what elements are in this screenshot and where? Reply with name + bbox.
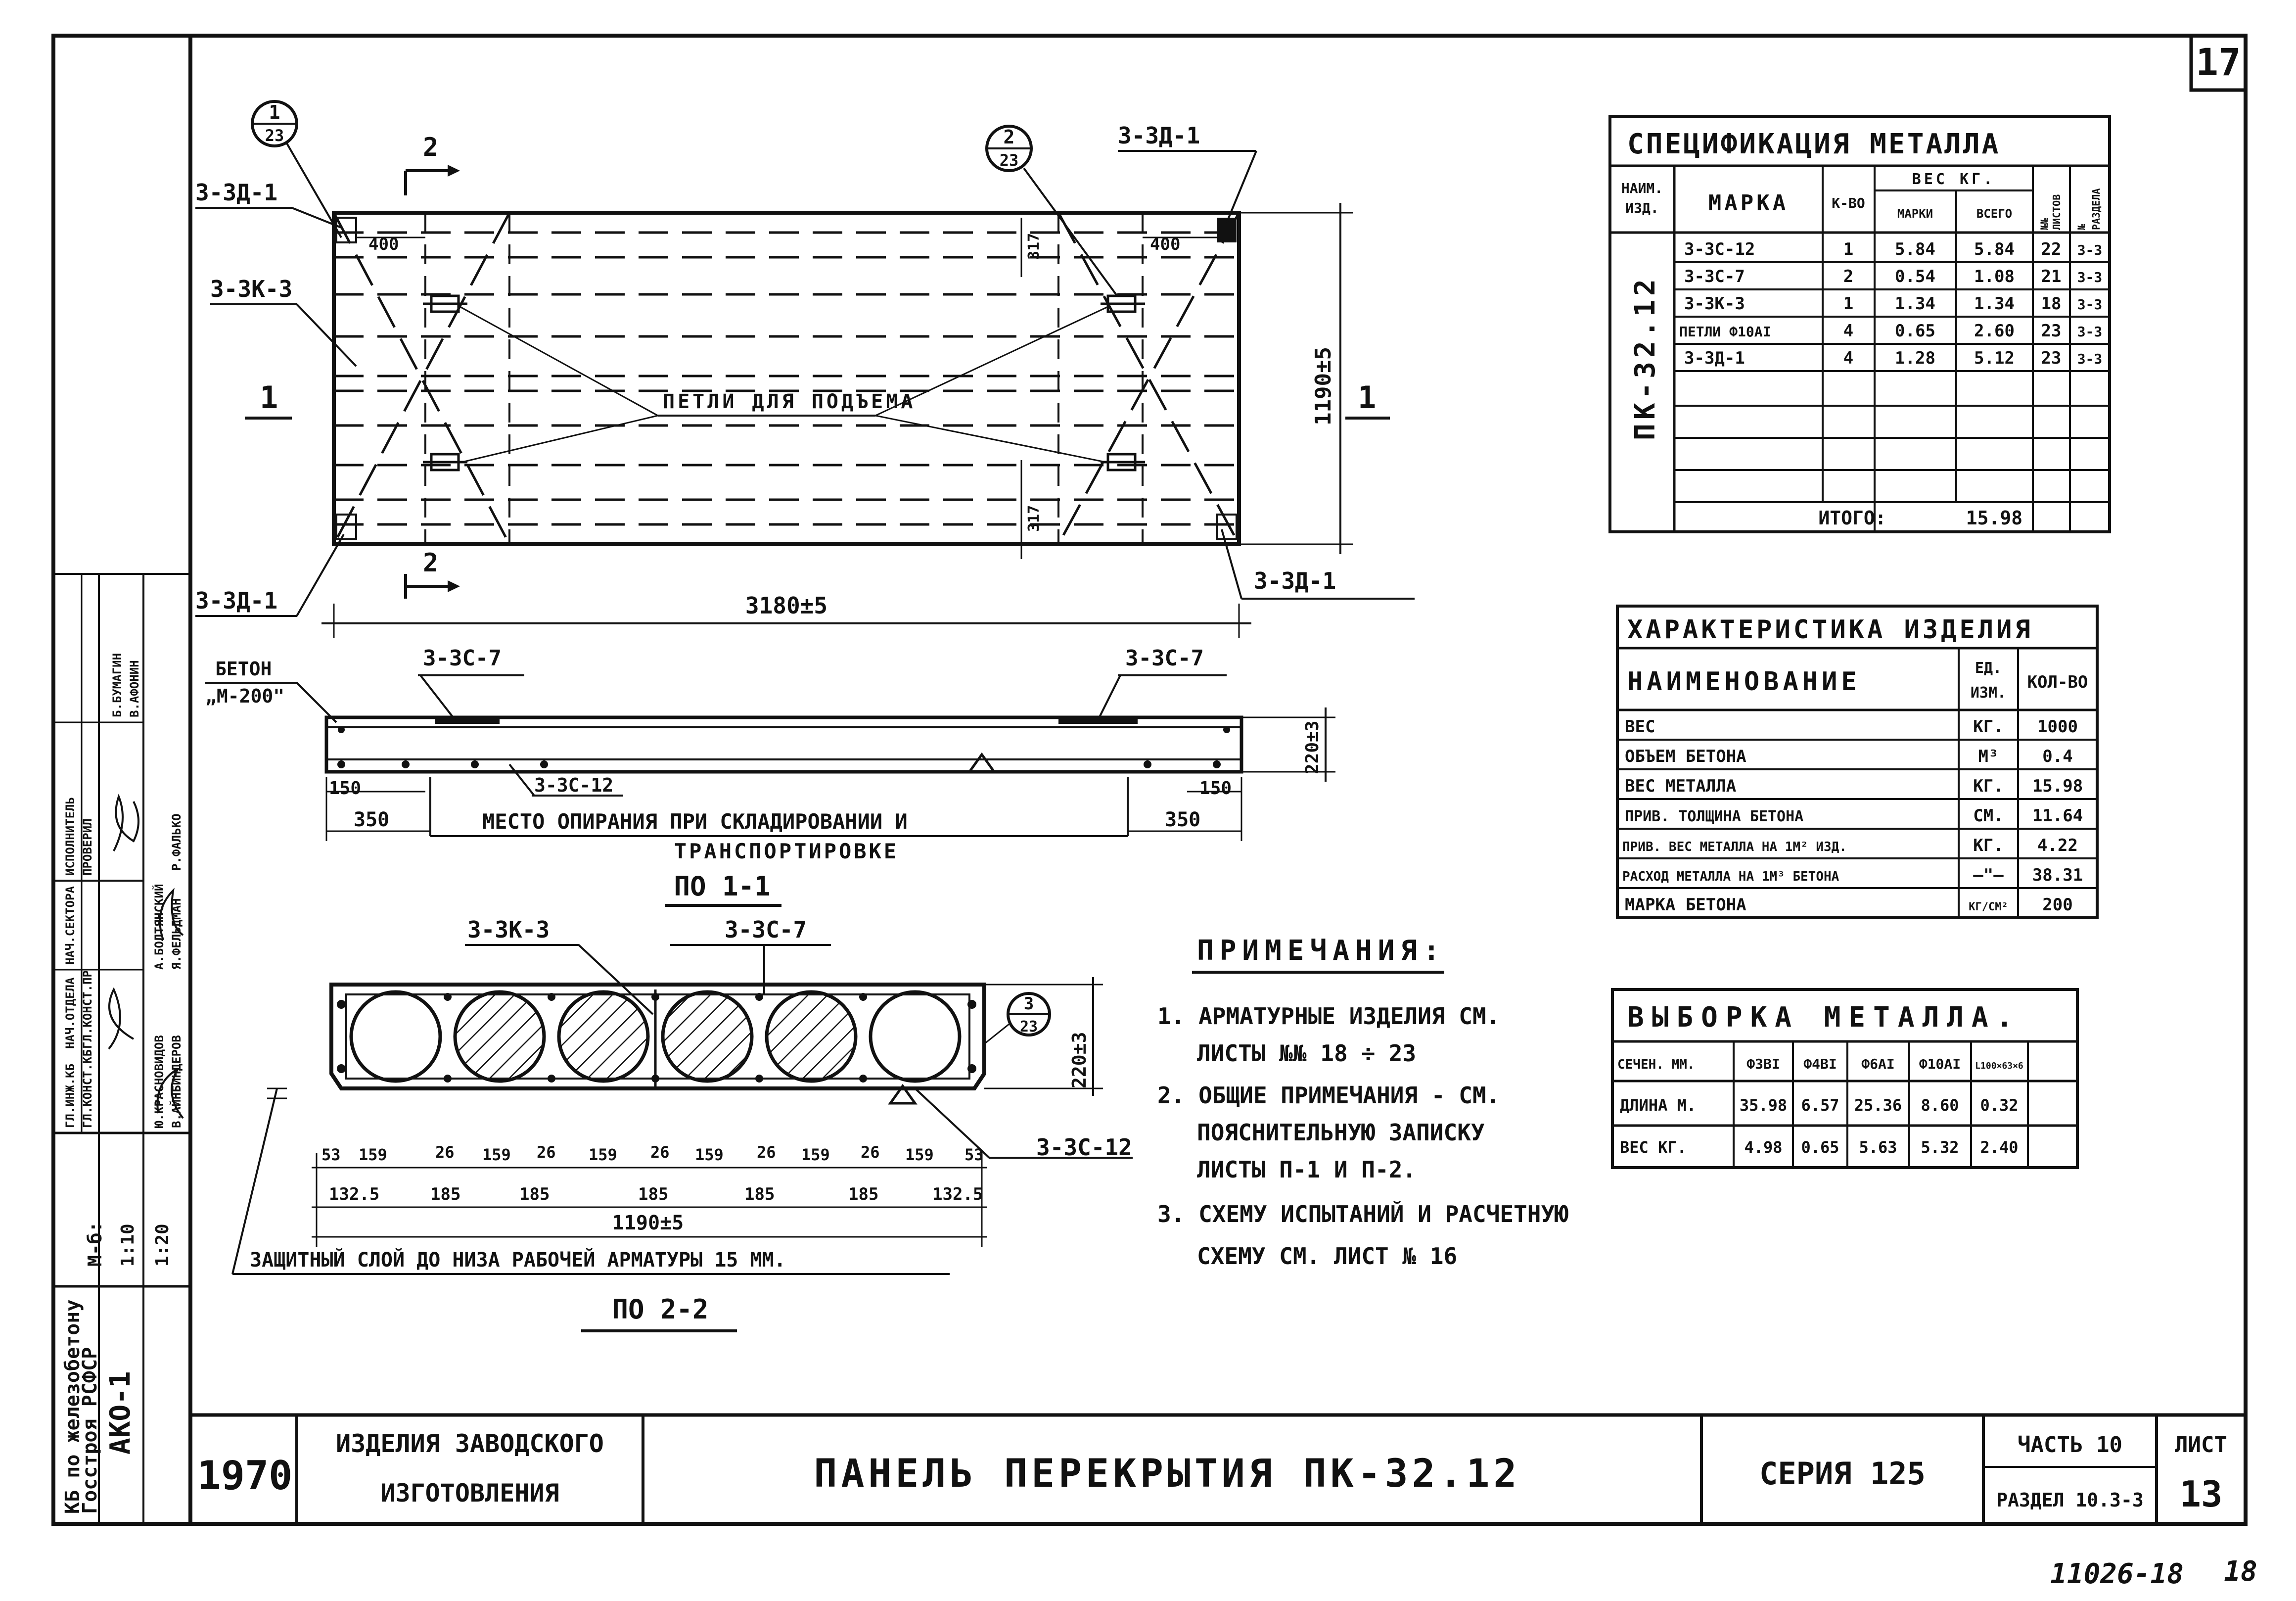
caption-section-2-2: ПО 2-2 xyxy=(612,1294,709,1325)
void-4 xyxy=(663,992,752,1081)
stamp-name-0: А.БОЛТЯНСКИЙ xyxy=(152,884,166,970)
spec-row1-wtotal: 1.08 xyxy=(1974,267,2015,286)
callout-3-top: 3 xyxy=(1023,994,1034,1014)
spec-h-sheet-1: №№ xyxy=(2038,218,2050,230)
char-row3-name: ПРИВ. ТОЛЩИНА БЕТОНА xyxy=(1625,808,1804,825)
spec-h-w-total: ВСЕГО xyxy=(1976,207,2013,221)
dim-317-top: 317 xyxy=(1025,233,1043,260)
sel-h-2: Ф4ВI xyxy=(1803,1056,1837,1072)
sel-row1-label: ВЕС КГ. xyxy=(1620,1138,1687,1157)
section2-mark-bottom: 2 xyxy=(423,548,439,578)
void-1 xyxy=(351,992,440,1081)
footer-code: 11026-18 xyxy=(2050,1558,2184,1590)
spec-row2-album: 3-3 xyxy=(2077,296,2103,313)
dim-top-3: 159 xyxy=(482,1145,511,1164)
spec-row2-qty: 1 xyxy=(1843,294,1854,314)
spec-row0-wtotal: 5.84 xyxy=(1974,239,2015,259)
dim-mid-4: 185 xyxy=(744,1184,775,1204)
spec-row2-mark: 3-3К-3 xyxy=(1684,294,1745,314)
dim-317-bottom: 317 xyxy=(1025,505,1043,532)
callout-2-top: 2 xyxy=(1003,126,1015,148)
void-5 xyxy=(767,992,856,1081)
sheet-number: 17 xyxy=(2196,40,2241,84)
stamp-org-line2: Госстроя РСФСР xyxy=(79,1347,101,1514)
char-h-unit-2: ИЗМ. xyxy=(1970,684,2007,702)
char-row5-name: РАСХОД МЕТАЛЛА НА 1М³ БЕТОНА xyxy=(1622,869,1839,884)
section22-outline xyxy=(331,985,984,1088)
spec-h-name-1: НАИМ. xyxy=(1621,180,1663,196)
protective-layer-note: ЗАЩИТНЫЙ СЛОЙ ДО НИЗА РАБОЧЕЙ АРМАТУРЫ 15 ММ. xyxy=(250,1249,786,1271)
dim-total-section22: 1190±5 xyxy=(612,1212,684,1234)
dim-mid-2: 185 xyxy=(519,1184,550,1204)
sel-row0-v3: 8.60 xyxy=(1921,1096,1959,1115)
spec-row4-wmark: 1.28 xyxy=(1895,348,1935,368)
spec-row0-wmark: 5.84 xyxy=(1895,239,1935,259)
callout-3-bottom: 23 xyxy=(1019,1018,1038,1036)
char-row2-name: ВЕС МЕТАЛЛА xyxy=(1625,776,1737,796)
dim-width: 1190±5 xyxy=(1311,347,1336,425)
dim-mid-3: 185 xyxy=(638,1184,669,1204)
stamp-role-3: ГЛ.КОНСТ.ПР xyxy=(81,970,94,1049)
dim-350-left: 350 xyxy=(354,808,390,831)
spec-row0-album: 3-3 xyxy=(2077,242,2103,258)
void-3 xyxy=(559,992,648,1081)
dim-top-6: 26 xyxy=(650,1143,670,1162)
dim-top-8: 26 xyxy=(757,1143,776,1162)
spec-row1-album: 3-3 xyxy=(2077,269,2103,285)
note-1a: 1. АРМАТУРНЫЕ ИЗДЕЛИЯ СМ. xyxy=(1157,1003,1500,1030)
sel-h-5: L100×63×6 xyxy=(1975,1061,2023,1071)
title-sheet-label: ЛИСТ xyxy=(2175,1432,2227,1458)
char-h-qty: КОЛ-ВО xyxy=(2027,672,2088,692)
label-zc12-section11: 3-3С-12 xyxy=(534,774,614,796)
stamp-org-line1: КБ по железобетону xyxy=(61,1299,84,1514)
char-row6-name: МАРКА БЕТОНА xyxy=(1625,895,1746,915)
stamp-name-4: Р.ФАЛЬКО xyxy=(170,813,184,871)
stamp-scale-label: М-б: xyxy=(84,1221,106,1267)
title-year: 1970 xyxy=(197,1453,293,1499)
dim-mid-6: 132.5 xyxy=(932,1184,983,1204)
callout-2-bottom: 23 xyxy=(999,151,1019,170)
loops-label: ПЕТЛИ ДЛЯ ПОДЪЕМА xyxy=(663,390,916,413)
label-zc12-section22: 3-3С-12 xyxy=(1036,1134,1132,1161)
spec-row0-qty: 1 xyxy=(1843,239,1854,259)
dim-top-5: 159 xyxy=(589,1145,617,1164)
section-1-1 xyxy=(205,646,1335,905)
section2-mark-top: 2 xyxy=(423,133,439,162)
dim-top-12: 53 xyxy=(964,1145,984,1164)
char-row4-qty: 4.22 xyxy=(2037,836,2078,855)
stamp-scale2: 1:20 xyxy=(152,1224,173,1267)
spec-h-album-1: № xyxy=(2075,224,2087,230)
void-6 xyxy=(871,992,960,1081)
dim-height-section11: 220±3 xyxy=(1302,720,1323,774)
label-zc7-section22: 3-3С-7 xyxy=(725,916,807,943)
spec-total-value: 15.98 xyxy=(1966,507,2023,529)
spec-row1-sheet: 21 xyxy=(2041,267,2062,286)
char-row3-unit: СМ. xyxy=(1973,806,2004,826)
label-zk3: 3-3К-3 xyxy=(210,276,293,302)
spec-h-w-mark: МАРКИ xyxy=(1897,207,1933,221)
char-title: ХАРАКТЕРИСТИКА ИЗДЕЛИЯ xyxy=(1627,615,2033,645)
spec-total-label: ИТОГО: xyxy=(1818,507,1886,529)
stamp-name-2: Ю.КРАСНОВИДОВ xyxy=(152,1035,166,1128)
notes xyxy=(1157,935,1568,1270)
dim-mid-0: 132.5 xyxy=(329,1184,380,1204)
dim-400-left: 400 xyxy=(368,235,399,254)
note-3a: 3. СХЕМУ ИСПЫТАНИЙ И РАСЧЕТНУЮ xyxy=(1157,1201,1568,1227)
sel-row1-v4: 2.40 xyxy=(1980,1138,2019,1157)
stamp-role-6: ПРОВЕРИЛ xyxy=(81,818,94,876)
char-row1-qty: 0.4 xyxy=(2042,747,2073,766)
sel-row0-v1: 6.57 xyxy=(1801,1096,1839,1115)
callout-1-bottom: 23 xyxy=(265,126,284,145)
label-zc7-left: 3-3С-7 xyxy=(423,646,502,671)
char-row4-name: ПРИВ. ВЕС МЕТАЛЛА НА 1М² ИЗД. xyxy=(1622,840,1847,854)
dim-mid-1: 185 xyxy=(430,1184,461,1204)
char-row6-qty: 200 xyxy=(2042,895,2073,915)
dim-height-section22: 220±3 xyxy=(1068,1032,1090,1088)
char-row5-unit: —"— xyxy=(1973,865,2004,885)
sel-row0-v4: 0.32 xyxy=(1980,1096,2019,1115)
note-2b: ПОЯСНИТЕЛЬНУЮ ЗАПИСКУ xyxy=(1197,1119,1485,1146)
spec-row2-sheet: 18 xyxy=(2041,294,2062,314)
spec-title: СПЕЦИФИКАЦИЯ МЕТАЛЛА xyxy=(1627,128,2001,160)
spec-row3-album: 3-3 xyxy=(2077,324,2103,340)
dim-length: 3180±5 xyxy=(745,592,828,619)
signature-3 xyxy=(109,989,134,1049)
char-h-unit-1: ЕД. xyxy=(1975,659,2002,677)
note-2c: ЛИСТЫ П-1 И П-2. xyxy=(1197,1156,1417,1183)
dim-400-right: 400 xyxy=(1150,235,1181,254)
dim-top-9: 159 xyxy=(801,1145,830,1164)
dim-top-11: 159 xyxy=(905,1145,934,1164)
title-section: РАЗДЕЛ 10.3-3 xyxy=(1996,1489,2144,1511)
spec-table xyxy=(1610,116,2110,532)
sel-h-0: СЕЧЕН. ММ. xyxy=(1617,1057,1695,1072)
title-sheet-value: 13 xyxy=(2179,1473,2223,1515)
title-series: СЕРИЯ 125 xyxy=(1759,1456,1926,1492)
spec-row4-album: 3-3 xyxy=(2077,351,2103,367)
stamp-code: АКО-1 xyxy=(104,1371,137,1455)
dim-mid-5: 185 xyxy=(848,1184,879,1204)
stamp-role-5: ИСПОЛНИТЕЛЬ xyxy=(63,797,77,876)
char-row0-unit: КГ. xyxy=(1973,717,2004,737)
spec-row3-qty: 4 xyxy=(1843,321,1854,341)
sel-row1-v2: 5.63 xyxy=(1859,1138,1897,1157)
sel-row0-v2: 25.36 xyxy=(1854,1096,1902,1115)
sel-row0-label: ДЛИНА М. xyxy=(1620,1096,1697,1115)
spec-row1-qty: 2 xyxy=(1843,267,1854,286)
char-row0-qty: 1000 xyxy=(2037,717,2078,737)
label-zk3-section22: 3-3К-3 xyxy=(467,916,550,943)
char-h-name: НАИМЕНОВАНИЕ xyxy=(1627,667,1861,697)
label-zd-top-left: 3-3Д-1 xyxy=(195,179,278,206)
char-row5-qty: 38.31 xyxy=(2032,865,2083,885)
label-zd-bottom-left: 3-3Д-1 xyxy=(195,587,278,614)
char-row3-qty: 11.64 xyxy=(2032,806,2083,826)
dim-top-1: 159 xyxy=(359,1145,387,1164)
notes-title: ПРИМЕЧАНИЯ: xyxy=(1197,935,1446,967)
void-2 xyxy=(455,992,544,1081)
spec-row3-wtotal: 2.60 xyxy=(1974,321,2015,341)
label-zd-bottom-right: 3-3Д-1 xyxy=(1254,567,1336,594)
dim-top-7: 159 xyxy=(695,1145,724,1164)
section11-outline xyxy=(326,717,1241,772)
stamp-name-6: В.АФОНИН xyxy=(128,660,141,717)
section1-mark-left: 1 xyxy=(260,379,278,416)
spec-row4-sheet: 23 xyxy=(2041,348,2062,368)
spec-row2-wtotal: 1.34 xyxy=(1974,294,2015,314)
char-row2-unit: КГ. xyxy=(1973,776,2004,796)
spec-row2-wmark: 1.34 xyxy=(1895,294,1935,314)
stamp-role-0: ГЛ.ИНЖ.КБ xyxy=(63,1063,77,1128)
note-1b: ЛИСТЫ №№ 18 ÷ 23 xyxy=(1197,1040,1417,1067)
sel-row1-v0: 4.98 xyxy=(1744,1138,1783,1157)
stamp-scale1: 1:10 xyxy=(118,1224,138,1267)
spec-h-weight: ВЕС КГ. xyxy=(1912,171,1996,188)
char-row0-name: ВЕС xyxy=(1625,717,1655,737)
sel-row0-v0: 35.98 xyxy=(1739,1096,1788,1115)
spec-row4-mark: 3-3Д-1 xyxy=(1684,348,1745,368)
spec-h-mark: МАРКА xyxy=(1708,190,1789,216)
title-block xyxy=(190,1415,2246,1524)
dim-150-left: 150 xyxy=(329,778,362,799)
stamp-name-5: Б.БУМАГИН xyxy=(110,653,124,717)
sel-table xyxy=(1612,989,2077,1168)
spec-product: ПК-32.12 xyxy=(1629,275,1661,440)
concrete-label-1: БЕТОН xyxy=(215,658,272,680)
dim-top-0: 53 xyxy=(321,1145,341,1164)
dim-350-right: 350 xyxy=(1165,808,1201,831)
spec-row0-sheet: 22 xyxy=(2041,239,2062,259)
stamp-role-1: ГЛ.КОНСТ.КБ xyxy=(81,1049,94,1128)
note-3b: СХЕМУ СМ. ЛИСТ № 16 xyxy=(1197,1243,1458,1270)
support-note-2: ТРАНСПОРТИРОВКЕ xyxy=(674,839,899,863)
title-category-1: ИЗДЕЛИЯ ЗАВОДСКОГО xyxy=(336,1429,604,1458)
label-zd-top-right: 3-3Д-1 xyxy=(1118,122,1200,149)
spec-h-album-2: РАЗДЕЛА xyxy=(2090,188,2102,230)
footer-page: 18 xyxy=(2224,1555,2257,1588)
section1-mark-right: 1 xyxy=(1358,379,1377,416)
plan-view xyxy=(195,101,1415,638)
spec-row1-wmark: 0.54 xyxy=(1895,267,1935,286)
title-category-2: ИЗГОТОВЛЕНИЯ xyxy=(380,1479,559,1507)
sel-h-4: Ф10АI xyxy=(1919,1056,1961,1072)
char-row1-unit: М³ xyxy=(1978,747,1999,766)
spec-h-sheet-2: ЛИСТОВ xyxy=(2051,194,2063,230)
char-row6-unit: КГ/СМ² xyxy=(1969,901,2008,913)
signature-1 xyxy=(114,797,138,851)
support-note-1: МЕСТО ОПИРАНИЯ ПРИ СКЛАДИРОВАНИИ И xyxy=(482,809,908,834)
char-row4-unit: КГ. xyxy=(1973,836,2004,855)
spec-row4-wtotal: 5.12 xyxy=(1974,348,2015,368)
title-part: ЧАСТЬ 10 xyxy=(2018,1432,2122,1458)
dim-top-2: 26 xyxy=(435,1143,455,1162)
title-main: ПАНЕЛЬ ПЕРЕКРЫТИЯ ПК-32.12 xyxy=(814,1452,1521,1496)
side-stamp xyxy=(53,574,190,1524)
sel-title: ВЫБОРКА МЕТАЛЛА. xyxy=(1627,1001,2021,1034)
stamp-name-1: Я.ФЕЛЬДМАН xyxy=(170,898,184,970)
note-2a: 2. ОБЩИЕ ПРИМЕЧАНИЯ - СМ. xyxy=(1157,1082,1500,1109)
concrete-label-2: „М-200" xyxy=(205,685,285,707)
dim-top-4: 26 xyxy=(537,1143,556,1162)
spec-row3-sheet: 23 xyxy=(2041,321,2062,341)
callout-1-top: 1 xyxy=(269,101,280,123)
stamp-role-2: НАЧ.ОТДЕЛА xyxy=(63,977,77,1049)
char-row2-qty: 15.98 xyxy=(2032,776,2083,796)
label-zc7-right: 3-3С-7 xyxy=(1125,646,1204,671)
sel-row1-v3: 5.32 xyxy=(1921,1138,1959,1157)
sel-h-3: Ф6АI xyxy=(1861,1056,1895,1072)
char-table xyxy=(1617,606,2097,918)
stamp-role-4: НАЧ.СЕКТОРА xyxy=(63,886,77,965)
dim-150-right: 150 xyxy=(1199,778,1232,799)
spec-row1-mark: 3-3С-7 xyxy=(1684,267,1745,286)
spec-row0-mark: 3-3С-12 xyxy=(1684,239,1755,259)
spec-row3-wmark: 0.65 xyxy=(1895,321,1935,341)
spec-h-qty: К-ВО xyxy=(1832,195,1865,211)
spec-row3-mark: ПЕТЛИ Ф10АI xyxy=(1679,324,1771,340)
sel-h-1: Ф3ВI xyxy=(1746,1056,1780,1072)
stamp-name-3: В.АЙНБИНДЕРОВ xyxy=(170,1035,184,1128)
sel-row1-v1: 0.65 xyxy=(1801,1138,1839,1157)
caption-section-1-1: ПО 1-1 xyxy=(674,871,771,902)
section-2-2 xyxy=(232,916,1133,1331)
dim-top-10: 26 xyxy=(861,1143,880,1162)
spec-row4-qty: 4 xyxy=(1843,348,1854,368)
spec-h-name-2: ИЗД. xyxy=(1625,200,1659,216)
char-row1-name: ОБЪЕМ БЕТОНА xyxy=(1625,747,1746,766)
panel-outline xyxy=(334,213,1239,544)
